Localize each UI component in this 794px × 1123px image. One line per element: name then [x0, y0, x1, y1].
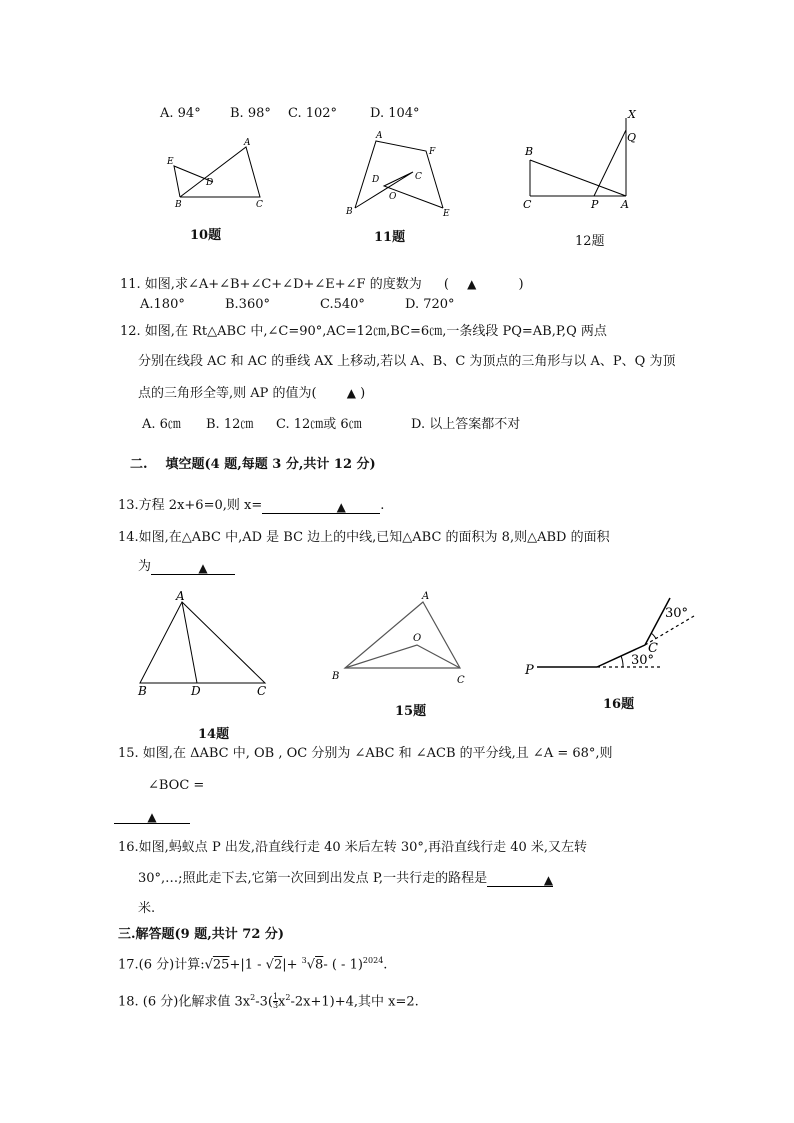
q15-line1: 15. 如图,在 ΔABC 中, OB , OC 分别为 ∠ABC 和 ∠ACB 的平分线,且 ∠A = 68°,则	[118, 746, 613, 761]
f11-label-d: D	[372, 175, 380, 185]
q16-line3: 米.	[138, 901, 156, 916]
f11-label-f: F	[429, 147, 436, 157]
section2-heading: 二. 填空题(4 题,每题 3 分,共计 12 分)	[130, 457, 376, 472]
q10-option-a: A. 94°	[160, 106, 201, 121]
f14-label-d: D	[191, 684, 201, 698]
f12-label-a: A	[621, 198, 629, 211]
f16-label-p: P	[525, 663, 534, 678]
f11-label-c: C	[415, 172, 422, 182]
q12-option-d: D. 以上答案都不对	[411, 417, 521, 432]
q15-answer-blank: ▲	[114, 808, 190, 824]
q14-line2: 为 ▲	[138, 559, 235, 575]
q14-line1: 14.如图,在△ABC 中,AD 是 BC 边上的中线,已知△ABC 的面积为 8,则△ABD 的面积	[118, 530, 610, 545]
q16-line2: 30°,…;照此走下去,它第一次回到出发点 P,一共行走的路程是 ▲	[138, 871, 554, 887]
q11-stem: 11. 如图,求∠A+∠B+∠C+∠D+∠E+∠F 的度数为 ( ▲ )	[120, 277, 524, 292]
f10-label-b: B	[175, 200, 182, 210]
f15-caption: 15题	[395, 704, 427, 719]
f12-label-c: C	[523, 198, 532, 211]
f16-angle-upper: 30°	[665, 606, 689, 621]
q13: 13.方程 2x+6=0,则 x= ▲ .	[118, 498, 385, 514]
f10-caption: 10题	[190, 228, 222, 243]
f11-label-b: B	[346, 207, 353, 217]
q16-line1: 16.如图,蚂蚁点 P 出发,沿直线行走 40 米后左转 30°,再沿直线行走 40 米,又左转	[118, 840, 588, 855]
q12-line1: 12. 如图,在 Rt△ABC 中,∠C=90°,AC=12㎝,BC=6㎝,一条线段 PQ=AB,P,Q 两点	[120, 324, 607, 339]
f14-label-a: A	[176, 589, 185, 603]
q12-option-a: A. 6㎝	[142, 417, 181, 432]
f15-label-o: O	[413, 633, 422, 644]
f11-label-o: O	[389, 192, 397, 202]
f16-caption: 16题	[603, 697, 635, 712]
q10-option-d: D. 104°	[370, 106, 420, 121]
f12-label-b: B	[525, 145, 534, 158]
q18: 18. (6 分)化解求值 $3x^2-3$( $\frac{1}{3}$ $x^2-2x+1)+4$,其中 x=2.	[118, 992, 419, 1011]
q12-line2: 分别在线段 AC 和 AC 的垂线 AX 上移动,若以 A、B、C 为顶点的三角形与以 A、P、Q 为顶	[138, 354, 676, 369]
q11-option-c: C.540°	[320, 297, 365, 312]
q17: 17.(6 分)计算:√25+|1 - √2|+ $^3$√8- ( - 1)$^{2024}$.	[118, 956, 388, 973]
q10-option-b: B. 98°	[230, 106, 271, 121]
f10-label-a: A	[244, 138, 251, 148]
f16-angle-lower: 30°	[631, 653, 655, 668]
f14-label-c: C	[257, 684, 267, 698]
f10-label-c: C	[256, 200, 263, 210]
f10-label-d: D	[206, 178, 214, 188]
f16-label-c: C	[648, 641, 658, 656]
f12-label-q: Q	[627, 131, 637, 144]
f10-label-e: E	[167, 157, 174, 167]
f14-caption: 14题	[198, 727, 230, 742]
f12-caption: 12题	[575, 234, 605, 249]
f12-label-x: X	[628, 108, 636, 121]
q15-line2: ∠BOC =	[148, 778, 205, 793]
q11-option-b: B.360°	[225, 297, 270, 312]
q12-option-c: C. 12㎝或 6㎝	[276, 417, 362, 432]
q11-option-a: A.180°	[140, 297, 185, 312]
f15-label-c: C	[457, 675, 465, 686]
f15-label-a: A	[422, 591, 430, 602]
section3-heading: 三.解答题(9 题,共计 72 分)	[118, 927, 285, 942]
f15-label-b: B	[332, 671, 340, 682]
q10-option-c: C. 102°	[288, 106, 338, 121]
q12-option-b: B. 12㎝	[206, 417, 254, 432]
f11-label-a: A	[376, 131, 383, 141]
f11-caption: 11题	[374, 230, 406, 245]
f14-label-b: B	[138, 684, 147, 698]
f12-label-p: P	[591, 198, 599, 211]
q12-line3: 点的三角形全等,则 AP 的值为( ▲ )	[138, 386, 366, 401]
q11-option-d: D. 720°	[405, 297, 455, 312]
f11-label-e: E	[443, 209, 450, 219]
